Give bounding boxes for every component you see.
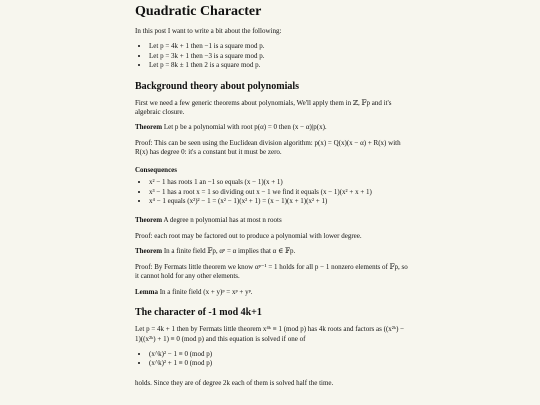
- page-title: Quadratic Character: [135, 4, 262, 19]
- proof: Proof: By Fermats little theorem we know αᵖ⁻¹ = 1 holds for all p − 1 nonzero elements of 𝔽p, so it cannot hold for any other elements.: [135, 262, 408, 281]
- section-heading: The character of -1 mod 4k+1: [135, 307, 262, 319]
- theorem: [135, 247, 410, 256]
- intro-text: In this post I want to write a bit about the following:: [135, 26, 282, 35]
- intro-list: [135, 42, 410, 70]
- list-item: • (x^k)² − 1 ≡ 0 (mod p): [149, 350, 410, 359]
- list-item: • Let p = 4k + 1 then −1 is a square mod p.: [149, 42, 410, 51]
- list-item: • x² − 1 has roots 1 an −1 so equals (x − 1)(x + 1): [149, 178, 410, 187]
- theorem-text: A degree n polynomial has at most n roots: [163, 216, 282, 225]
- proof: Proof: This can be seen using the Euclidean division algorithm: p(x) = Q(x)(x − α) + R(x) with R(x) has degree 0: it's a constant but it must be zero.: [135, 138, 401, 157]
- consequences-label: Consequences: [135, 165, 178, 174]
- paragraph: Let p = 4k + 1 then by Fermats little theorem x⁴ᵏ ≡ 1 (mod p) has 4k roots and factors as ((x²ᵏ) − 1)((x²ᵏ) + 1) ≡ 0 (mod p) and this equation is solved if one of: [135, 325, 405, 343]
- theorem-text: In a finite field 𝔽p, αᵖ = α implies that α ∈ 𝔽p.: [163, 247, 296, 256]
- paragraph: holds. Since they are of degree 2k each of them is solved half the time.: [135, 378, 334, 387]
- section-heading: Background theory about polynomials: [135, 80, 300, 92]
- proof: Proof: each root may be factored out to produce a polynomial with lower degree.: [135, 231, 362, 240]
- list-item: • x³ − 1 has a root x = 1 so dividing out x − 1 we find it equals (x − 1)(x² + x + 1): [149, 188, 410, 197]
- lemma: [135, 288, 410, 297]
- theorem-text: Let p be a polynomial with root p(α) = 0 then (x − α)|p(x).: [163, 123, 327, 132]
- list-item: • Let p = 3k + 1 then −3 is a square mod p.: [149, 52, 410, 61]
- theorem: [135, 216, 410, 225]
- list-item: • Let p = 8k ± 1 then 2 is a square mod p.: [149, 61, 410, 70]
- equation-list: [135, 350, 410, 369]
- list-item: • (x^k)² + 1 ≡ 0 (mod p): [149, 359, 410, 368]
- theorem-label: Theorem: [135, 247, 163, 256]
- lemma-label: Lemma: [135, 287, 158, 296]
- list-item: • x⁴ − 1 equals (x²)² − 1 = (x² − 1)(x² + 1) = (x − 1)(x + 1)(x² + 1): [149, 197, 410, 206]
- paragraph: First we need a few generic theorems about polynomials, We'll apply them in ℤ, 𝔽p and it's algebraic closure.: [135, 98, 392, 116]
- theorem: [135, 123, 410, 132]
- lemma-text: In a finite field (x + y)ᵖ = xᵖ + yᵖ.: [159, 287, 253, 296]
- theorem-label: Theorem: [135, 123, 163, 132]
- article: [135, 0, 410, 394]
- consequences-list: [135, 178, 410, 206]
- theorem-label: Theorem: [135, 216, 163, 225]
